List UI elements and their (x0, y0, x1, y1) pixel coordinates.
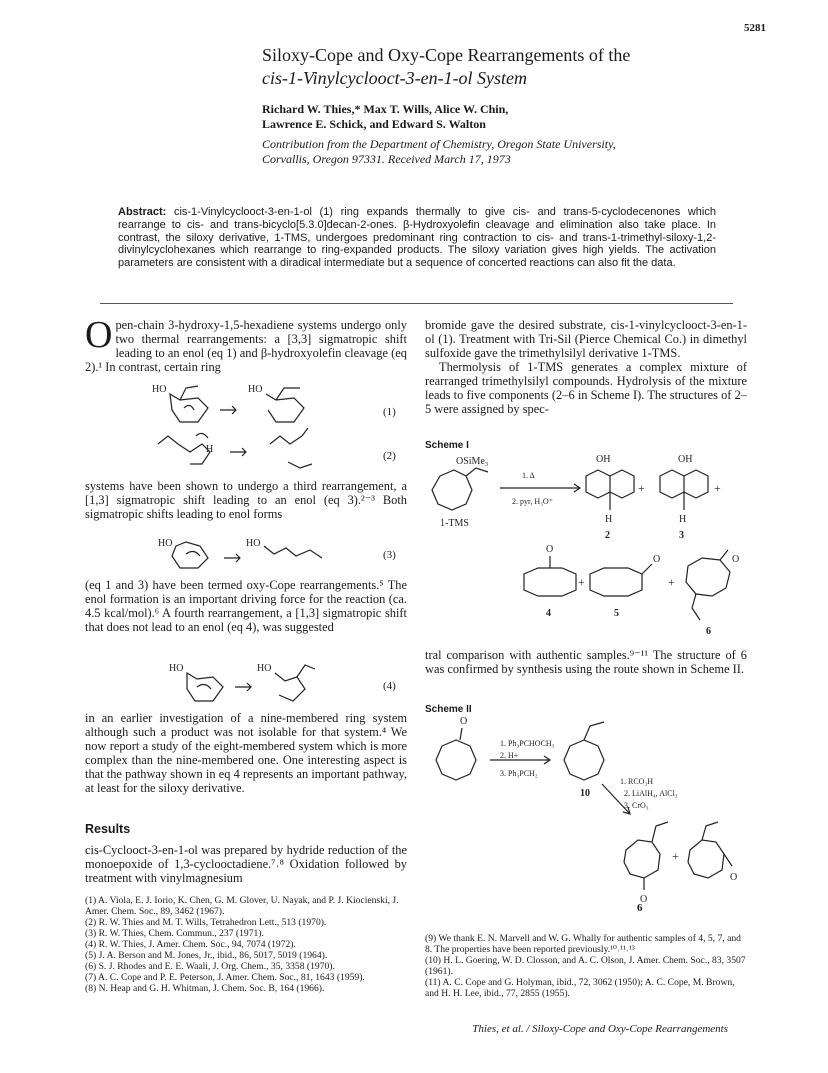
authors-line-2: Lawrence E. Schick, and Edward S. Walton (262, 117, 486, 131)
abstract-label: Abstract: (118, 206, 167, 218)
scheme2-o-start: O (460, 716, 468, 727)
eq3-ho-left: HO (158, 538, 173, 549)
intro-paragraph-2: systems have been shown to undergo a third rearrangement, a [1,3] sigmatropic shift leading to an enol (eq 3).²⁻³ Both sigmatropic shifts leading to enol forms (85, 479, 407, 521)
footnote: (3) R. W. Thies, Chem. Commun., 237 (1971). (85, 928, 264, 939)
footnote: (11) A. C. Cope and G. Holyman, ibid., 72, 3062 (1950); A. C. Cope, M. Brown, and H. H. Lee, ibid., 77, 2855 (1955). (425, 977, 735, 999)
footnote: (6) S. J. Rhodes and E. E. Waali, J. Org. Chem., 35, 3358 (1970). (85, 961, 335, 972)
scheme1-o-5: O (653, 554, 661, 565)
results-paragraph-1: cis-Cyclooct-3-en-1-ol was prepared by hydride reduction of the monoepoxide of 1,3-cyclooctadiene.⁷˒⁸ Oxidation followed by treatment with vinylmagnesium (85, 843, 407, 885)
footnote: (4) R. W. Thies, J. Amer. Chem. Soc., 94, 7074 (1972). (85, 939, 296, 950)
affiliation (262, 137, 742, 167)
title-line-2: cis-1-Vinylcyclooct-3-en-1-ol System (262, 68, 528, 88)
scheme2-reagent-3: 3. Ph₃PCH₂ (500, 769, 538, 778)
scheme1-o-6: O (732, 554, 740, 565)
scheme-2-label: Scheme II (425, 704, 472, 715)
eq2-h-label: H (206, 444, 214, 455)
left-column-p5 (85, 843, 407, 885)
scheme2-plus: + (672, 849, 679, 863)
authors-line-1: Richard W. Thies,* Max T. Wills, Alice W. Chin, (262, 102, 509, 116)
compound-number-6: 6 (706, 626, 711, 637)
left-column-intro (85, 314, 407, 374)
eq4-ho-right: HO (257, 663, 272, 674)
scheme2-o-product-b: O (730, 872, 738, 883)
scheme2-reagent-5: 2. LiAlH₄, AlCl₃ (624, 789, 678, 798)
scheme2-reagent-6: 3. CrO₃ (624, 801, 649, 810)
results-paragraph-3: Thermolysis of 1-TMS generates a complex mixture of rearranged trimethylsilyl compounds. Hydrolysis of the mixture leads to five components (2–6 in Scheme I). The structures of 2–5 were assigned by spec- (425, 360, 747, 416)
compound-number-10: 10 (580, 788, 590, 799)
abstract-text: cis-1-Vinylcyclooct-3-en-1-ol (1) ring expands thermally to give cis- and trans-5-cyclodecenones which rearrange to cis- and trans-bicyclo[5.3.0]decan-2-ones. β-Hydroxyolefin cleavage and elimination also take place. In contrast, the siloxy derivative, 1-TMS, undergoes predominant ring contraction to cis- and trans-1-trimethyl-siloxy-1,2-divinylcyclohexanes which rearrange to ring-expanded products. The siloxy variation gives high yields. The activation parameters are consistent with a diradical intermediate but a sequence of concerted reactions can also fit the data. (118, 206, 716, 270)
scheme2-reagent-4: 1. RCO₃H (620, 777, 654, 786)
drop-cap: O (85, 314, 113, 356)
footnotes-left (85, 895, 407, 994)
compound-number-2: 2 (605, 530, 610, 541)
scheme1-h-2: H (605, 514, 613, 525)
compound-number-4: 4 (546, 608, 551, 619)
footnote: (7) A. C. Cope and P. E. Peterson, J. Amer. Chem. Soc., 81, 1643 (1959). (85, 972, 365, 983)
scheme1-step1: 1. Δ (522, 471, 535, 480)
eq3-label: (3) (383, 549, 396, 561)
results-paragraph-4: tral comparison with authentic samples.⁹⁻¹¹ The structure of 6 was confirmed by synthesis using the route shown in Scheme II. (425, 648, 747, 676)
eq1-ho-left: HO (152, 384, 167, 395)
compound-number-5: 5 (614, 608, 619, 619)
scheme1-tms-label: 1-TMS (440, 518, 469, 529)
scheme1-step2: 2. pyr, H₃O⁺ (512, 497, 553, 506)
page-number: 5281 (744, 22, 766, 34)
title-line-1: Siloxy-Cope and Oxy-Cope Rearrangements of the (262, 45, 631, 65)
scheme-1-label: Scheme I (425, 440, 469, 451)
equation-3-structures (150, 532, 350, 572)
footnote: (10) H. L. Goering, W. D. Closson, and A. C. Olson, J. Amer. Chem. Soc., 83, 3507 (1961). (425, 955, 746, 977)
intro-paragraph-4: in an earlier investigation of a nine-membered ring system although such a product was not isolable for that system.⁴ We now report a study of the eight-membered system which is more complex than the nine-membered one. One interesting aspect is that the pathway shown in eq 4 represents an important pathway, at least for the siloxy derivative. (85, 711, 407, 795)
footnote: (5) J. A. Berson and M. Jones, Jr., ibid., 86, 5017, 5019 (1964). (85, 950, 328, 961)
eq4-label: (4) (383, 680, 396, 692)
scheme2-o-product-a: O (640, 894, 648, 905)
results-heading: Results (85, 822, 131, 836)
scheme-1-structures (420, 450, 750, 640)
scheme1-h-3: H (679, 514, 687, 525)
running-footer: Thies, et al. / Siloxy-Cope and Oxy-Cope Rearrangements (472, 1023, 728, 1035)
eq4-ho-left: HO (169, 663, 184, 674)
equation-4-structures (165, 657, 365, 705)
left-column-p4 (85, 711, 407, 795)
scheme2-reagent-2: 2. H+ (500, 751, 519, 760)
scheme1-oh-3: OH (678, 454, 693, 465)
affiliation-line-1: Contribution from the Department of Chemistry, Oregon State University, (262, 137, 616, 151)
scheme2-reagent-1: 1. Ph₃PCHOCH₃ (500, 739, 555, 748)
scheme1-plus-4: + (668, 575, 675, 589)
scheme1-plus-2: + (714, 481, 721, 495)
left-column-p2 (85, 479, 407, 521)
footnotes-right (425, 933, 747, 999)
intro-paragraph-1: pen-chain 3-hydroxy-1,5-hexadiene systems undergo only two thermal rearrangements: a [3,3] sigmatropic shift leading to an enol (eq 1) and β-hydroxyolefin cleavage (eq 2).¹ In contrast, certain ring (85, 318, 407, 374)
eq3-ho-right: HO (246, 538, 261, 549)
footnote: (2) R. W. Thies and M. T. Wills, Tetrahedron Lett., 513 (1970). (85, 917, 327, 928)
scheme1-plus-3: + (578, 575, 585, 589)
intro-paragraph-3: (eq 1 and 3) have been termed oxy-Cope rearrangements.⁵ The enol formation is an important driving force for the reaction (ca. 4.5 kcal/mol).⁶ A fourth rearrangement, a [1,3] sigmatropic shift that does not lead to an enol (eq 4), was suggested (85, 578, 407, 634)
article-title (262, 44, 630, 90)
right-column-p1 (425, 318, 747, 416)
scheme1-osime3: OSiMe₃ (456, 456, 489, 467)
eq1-label: (1) (383, 406, 396, 418)
author-list (262, 102, 732, 132)
right-column-p3 (425, 648, 747, 676)
footnote: (9) We thank E. N. Marvell and W. G. Whally for authentic samples of 4, 5, 7, and 8. The properties have been reported previously.¹⁰˒¹¹˒¹³ (425, 933, 741, 955)
abstract (118, 206, 716, 270)
results-paragraph-2: bromide gave the desired substrate, cis-1-vinylcyclooct-3-en-1-ol (1). Treatment with Tri-Sil (Pierce Chemical Co.) in dimethyl sulfoxide gave the trimethylsilyl derivative 1-TMS. (425, 318, 747, 360)
scheme1-plus-1: + (638, 481, 645, 495)
footnote: (1) A. Viola, E. J. Iorio, K. Chen, G. M. Glover, U. Nayak, and P. J. Kiocienski, J. Amer. Chem. Soc., 89, 3462 (1967). (85, 895, 399, 917)
left-column-p3 (85, 578, 407, 634)
compound-number-3: 3 (679, 530, 684, 541)
scheme1-o-4: O (546, 544, 554, 555)
section-divider (100, 303, 733, 304)
scheme1-oh-2: OH (596, 454, 611, 465)
eq2-label: (2) (383, 450, 396, 462)
equations-1-2-structures (150, 378, 410, 478)
eq1-ho-right: HO (248, 384, 263, 395)
affiliation-line-2: Corvallis, Oregon 97331. Received March 17, 1973 (262, 152, 511, 166)
scheme2-compound-6: 6 (637, 902, 643, 914)
scheme-2-structures (420, 714, 750, 914)
footnote: (8) N. Heap and G. H. Whitman, J. Chem. Soc. B, 164 (1966). (85, 983, 325, 994)
